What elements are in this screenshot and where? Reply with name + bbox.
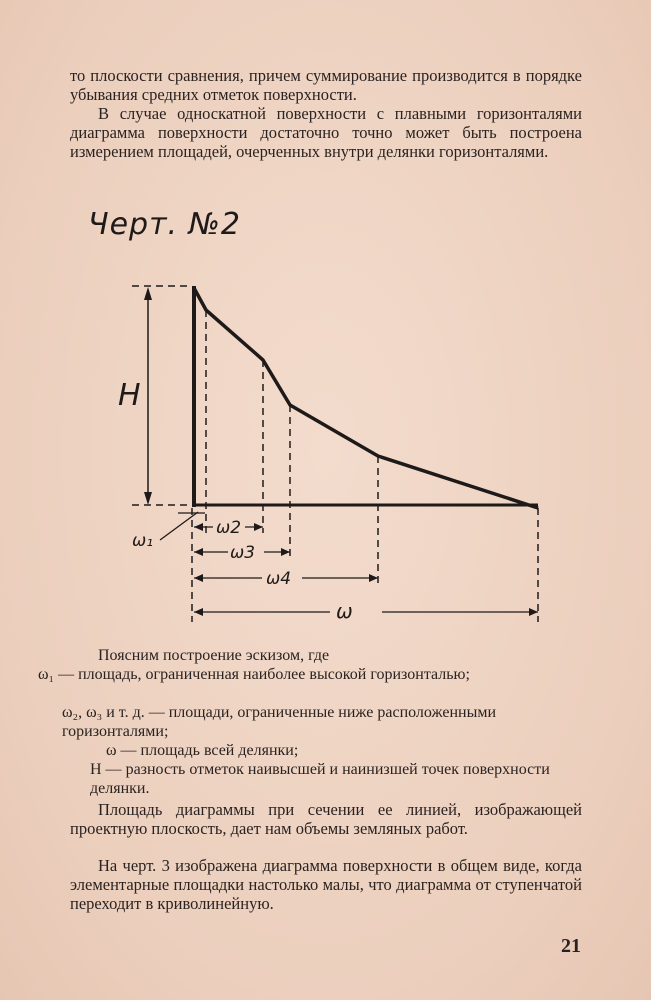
legend-symbol: H — xyxy=(90,761,122,778)
paragraph-1: то плоскости сравнения, причем суммирование производится в порядке убывания средних отметок поверхности. xyxy=(70,66,582,104)
h-arrow-top xyxy=(144,287,152,300)
legend-intro: Поясним построение эскизом, где xyxy=(98,647,330,664)
legend-symbol: ω₂, ω₃ и т. д. — xyxy=(62,704,165,721)
paragraph-3: Площадь диаграммы при сечении ее линией, изображающей проектную плоскость, дает нам объемы земляных работ. xyxy=(70,800,582,838)
legend-text: разность отметок наивысшей и наинизшей точек поверхности делянки. xyxy=(90,761,550,797)
label-h: H xyxy=(118,378,141,413)
page-number: 21 xyxy=(561,935,581,957)
figure-caption: Черт. №2 xyxy=(88,207,241,242)
legend-text: площадь, ограниченная наиболее высокой горизонталью; xyxy=(78,666,470,683)
label-w2: ω2 xyxy=(216,518,242,538)
surface-diagram xyxy=(0,240,651,630)
legend-symbol: ω₁ — xyxy=(38,666,75,683)
legend-item-2 xyxy=(62,703,582,741)
paragraph-4: На черт. 3 изображена диаграмма поверхности в общем виде, когда элементарные площадки настолько малы, что диаграмма от ступенчатой переходит в криволинейную. xyxy=(70,856,582,913)
label-w1: ω₁ xyxy=(132,531,154,551)
legend-item-1 xyxy=(38,665,582,684)
legend-item-3 xyxy=(106,741,582,760)
legend-item-4 xyxy=(90,760,582,798)
paragraph-2: В случае односкатной поверхности с плавными горизонталями диаграмма поверхности достаточно точно может быть построена измерением площадей, очерченных внутри делянки горизонталями. xyxy=(70,104,582,161)
label-w4: ω4 xyxy=(266,569,292,589)
label-w: ω xyxy=(336,599,353,623)
legend-symbol: ω — xyxy=(106,742,137,759)
label-w3: ω3 xyxy=(230,543,256,563)
legend-text: площадь всей делянки; xyxy=(140,742,299,759)
legend-text: площади, ограниченные ниже расположенными горизонталями; xyxy=(62,704,497,740)
h-arrow-bottom xyxy=(144,492,152,505)
surface-curve xyxy=(194,288,538,508)
